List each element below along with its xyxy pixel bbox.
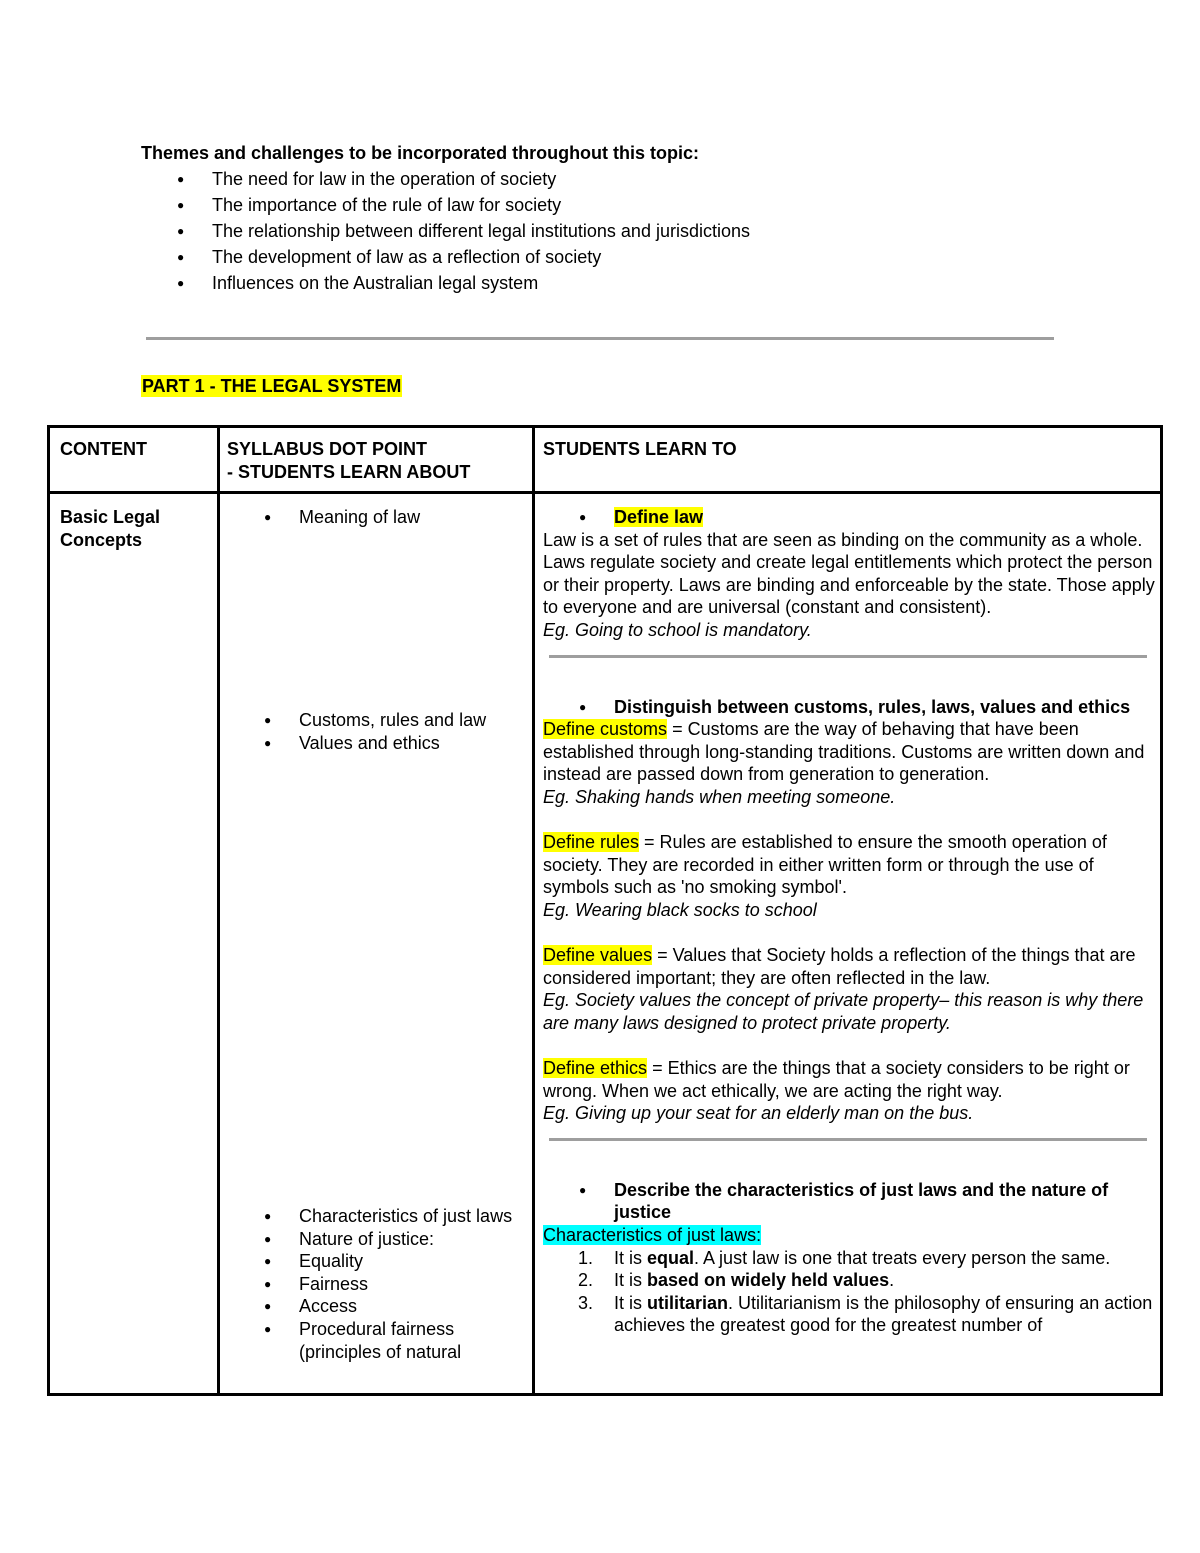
customs-definition [543, 718, 1157, 786]
themes-title: Themes and challenges to be incorporated throughout this topic: [141, 143, 700, 163]
values-text: = Values that Society holds a reflection of the things that are considered important; they are often reflected in the law. [543, 945, 1136, 988]
syllabus-group-justice [220, 1205, 520, 1363]
rules-definition [543, 831, 1157, 899]
content-cell [60, 506, 200, 551]
ethics-text: = Ethics are the things that a society considers to be right or wrong. When we act ethically, we are acting the right way. [543, 1058, 1130, 1101]
spacer [543, 1034, 1157, 1057]
table-border-bottom [47, 1393, 1163, 1396]
syllabus-item: ● Customs, rules and law [220, 709, 520, 732]
syllabus-item: ● Meaning of law [220, 506, 520, 529]
item-pre: It is [614, 1270, 648, 1291]
rules-label: Define rules [543, 832, 640, 853]
list-item [543, 1269, 1157, 1292]
table-border-top [47, 425, 1163, 428]
list-number: 3. [578, 1292, 594, 1313]
syllabus-item: ● Fairness [220, 1273, 520, 1296]
item-pre: It is [614, 1247, 648, 1268]
header-syllabus-line1: SYLLABUS DOT POINT [227, 439, 428, 459]
learn-heading-distinguish [543, 696, 1157, 719]
syllabus-group-meaning [220, 506, 520, 529]
syllabus-item: ● Procedural fairness (principles of natural [220, 1318, 520, 1363]
header-syllabus-line2: - STUDENTS LEARN ABOUT [227, 461, 471, 482]
heading-text: ● Distinguish between customs, rules, laws, values and ethics [543, 696, 1157, 719]
themes-item: ● The importance of the rule of law for society [141, 192, 1141, 218]
customs-label: Define customs [543, 719, 668, 740]
header-content [60, 438, 210, 461]
learn-to-cell [543, 506, 1157, 1390]
syllabus-item: ● Characteristics of just laws [220, 1205, 520, 1228]
characteristics-label-line [543, 1224, 1157, 1247]
heading-text: Define law [614, 507, 704, 527]
syllabus-item: ● Nature of justice: [220, 1228, 520, 1251]
section-divider [549, 655, 1147, 658]
ethics-example: Eg. Giving up your seat for an elderly man on the bus. [543, 1103, 974, 1124]
item-bold: based on widely held values [647, 1270, 890, 1291]
characteristics-list [543, 1247, 1157, 1337]
themes-section [141, 142, 1141, 296]
characteristics-label: Characteristics of just laws: [543, 1225, 762, 1246]
customs-example: Eg. Shaking hands when meeting someone. [543, 786, 896, 807]
section-divider [549, 1138, 1147, 1141]
table-border-left [47, 425, 50, 1396]
values-definition [543, 944, 1157, 989]
list-item [543, 1247, 1157, 1270]
item-bold: equal [647, 1247, 695, 1268]
header-syllabus [227, 438, 527, 483]
item-post: . A just law is one that treats every person the same. [694, 1247, 1111, 1268]
header-content-label: CONTENT [60, 439, 147, 459]
rules-text: = Rules are established to ensure the smooth operation of society. They are recorded in either written form or through the use of symbols such as 'no smoking symbol'. [543, 832, 1107, 898]
themes-item: ● Influences on the Australian legal system [141, 270, 1141, 296]
learn-heading-characteristics [543, 1179, 1157, 1224]
item-post: . Utilitarianism is the philosophy of ensuring an action achieves the greatest good for the greatest number of [614, 1292, 1153, 1336]
themes-item: ● The development of law as a reflection of society [141, 244, 1141, 270]
list-number: 1. [578, 1247, 594, 1268]
part-title: PART 1 - THE LEGAL SYSTEM [142, 376, 402, 396]
learn-heading-define-law [543, 506, 1157, 529]
law-definition: Law is a set of rules that are seen as binding on the community as a whole. Laws regulate society and create legal entitlements which protect the person or their property. Laws are binding and enforceable by the state. Those apply to everyone and are universal (constant and consistent). [543, 529, 1155, 618]
values-label: Define values [543, 945, 653, 966]
item-bold: utilitarian [647, 1292, 729, 1313]
spacer [543, 809, 1157, 832]
themes-item: ● The need for law in the operation of society [141, 166, 1141, 192]
table-header-divider [47, 491, 1163, 494]
header-learn-to-label: STUDENTS LEARN TO [543, 439, 737, 459]
customs-text: = Customs are the way of behaving that have been established through long-standing traditions. Customs are written down and instead are passed down from generation to generation. [543, 719, 1145, 785]
syllabus-table [47, 425, 1163, 1396]
horizontal-divider [146, 337, 1054, 340]
spacer [543, 922, 1157, 945]
values-example: Eg. Society values the concept of private property– this reason is why there are many laws designed to protect private property. [543, 990, 1144, 1033]
ethics-label: Define ethics [543, 1058, 648, 1079]
syllabus-group-customs [220, 709, 520, 754]
syllabus-item: ● Values and ethics [220, 732, 520, 755]
item-post: . [889, 1270, 895, 1291]
header-learn-to [543, 438, 1143, 461]
syllabus-item: ● Equality [220, 1250, 520, 1273]
list-item [543, 1292, 1157, 1337]
rules-example: Eg. Wearing black socks to school [543, 899, 817, 920]
table-border-right [1160, 425, 1163, 1396]
themes-item: ● The relationship between different legal institutions and jurisdictions [141, 218, 1141, 244]
syllabus-item: ● Access [220, 1295, 520, 1318]
content-cell-label: Basic Legal Concepts [60, 507, 161, 550]
list-number: 2. [578, 1270, 594, 1291]
ethics-definition [543, 1057, 1157, 1102]
themes-list [141, 166, 1141, 296]
table-column-divider [532, 425, 535, 1396]
item-pre: It is [614, 1292, 648, 1313]
law-example: Eg. Going to school is mandatory. [543, 619, 812, 640]
heading-text: ● Describe the characteristics of just laws and the nature of justice [543, 1179, 1157, 1224]
